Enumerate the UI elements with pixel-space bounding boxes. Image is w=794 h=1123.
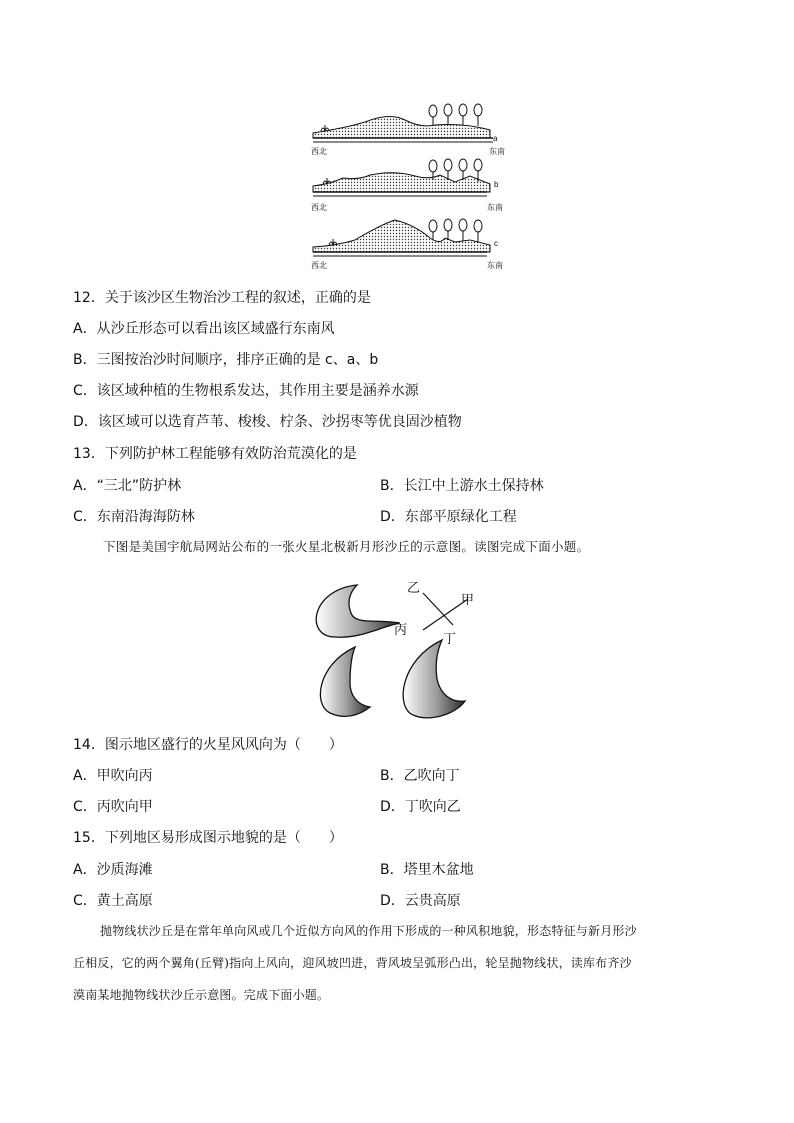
label-ding: 丁 [443,632,457,647]
figure-crescent-dunes [305,575,495,725]
crescent-dune-top [316,585,400,637]
q14-stem: 14．图示地区盛行的火星风风向为（ ） [73,737,343,753]
profile-c-letter: c [494,239,498,248]
q12-stem: 12．关于该沙区生物治沙工程的叙述，正确的是 [73,290,371,306]
label-jia: 甲 [461,593,475,608]
crescent-dune-bottom-left [320,647,370,716]
q13-option-a: A．“三北”防护林 [73,478,182,494]
dune-profiles-drawing [305,100,515,272]
profile-b-left-label: 西北 [311,203,327,212]
profile-b-letter: b [494,180,499,189]
profile-b [313,159,490,196]
intro-parabolic-line-3: 漠南某地抛物线状沙丘示意图。完成下面小题。 [73,988,330,1002]
q14-option-d: D．丁吹向乙 [380,799,461,815]
q13-option-c: C．东南沿海海防林 [73,509,195,525]
q13-option-b: B．长江中上游水土保持林 [380,478,544,494]
profile-c-left-label: 西北 [311,261,327,270]
profile-b-right-label: 东南 [487,203,503,212]
tree-icon [429,104,482,126]
profile-c [313,219,490,256]
intro-parabolic-line-1: 抛物线状沙丘是在常年单向风或几个近似方向风的作用下形成的一种风积地貌，形态特征与新月形沙 [100,924,637,938]
tree-icon [429,219,482,242]
q15-stem: 15．下列地区易形成图示地貌的是（ ） [73,830,343,846]
q13-stem: 13．下列防护林工程能够有效防治荒漠化的是 [73,446,357,462]
q15-option-d: D．云贵高原 [380,893,461,909]
q14-option-c: C．丙吹向甲 [73,799,153,815]
q12-option-c: C．该区域种植的生物根系发达，其作用主要是涵养水源 [73,383,419,399]
q15-option-a: A．沙质海滩 [73,862,153,878]
intro-parabolic-line-2: 丘相反，它的两个翼角(丘臂)指向上风向，迎风坡凹进，背风坡呈弧形凸出，轮呈抛物线状，读库布齐沙 [73,956,632,970]
q14-option-b: B．乙吹向丁 [380,768,460,784]
q12-option-a: A．从沙丘形态可以看出该区域盛行东南风 [73,321,335,337]
q15-option-b: B．塔里木盆地 [380,862,474,878]
profile-a-left-label: 西北 [311,147,327,156]
q15-option-c: C．黄土高原 [73,893,153,909]
crescent-dune-bottom-right [403,640,465,718]
q13-option-d: D．东部平原绿化工程 [380,509,517,525]
q12-option-b: B．三图按治沙时间顺序，排序正确的是 c、a、b [73,352,379,368]
figure-dune-profiles [305,100,515,272]
profile-a [313,104,493,142]
profile-a-letter: a [493,134,498,143]
profile-a-right-label: 东南 [489,147,505,156]
intro-mars-dunes: 下图是美国宇航局网站公布的一张火星北极新月形沙丘的示意图。读图完成下面小题。 [103,539,590,554]
profile-c-right-label: 东南 [487,261,503,270]
label-yi: 乙 [407,581,421,596]
label-bing: 丙 [394,623,408,638]
q12-option-d: D．该区域可以选育芦苇、梭梭、柠条、沙拐枣等优良固沙植物 [73,414,462,430]
q14-option-a: A．甲吹向丙 [73,768,153,784]
